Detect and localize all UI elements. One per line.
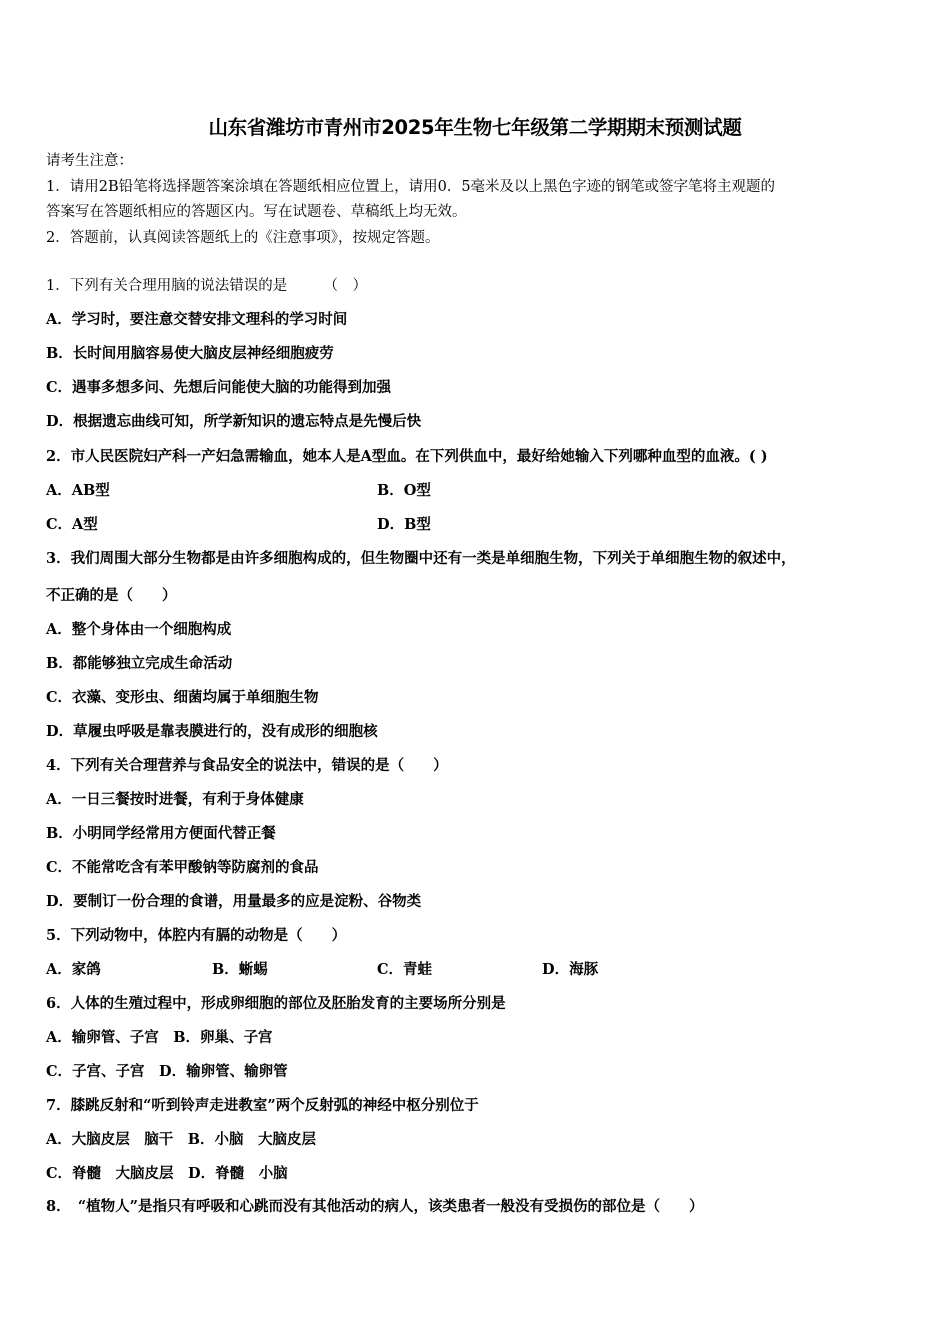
question-2-option-d: D．B型	[377, 516, 431, 533]
question-6-options-cd: C．子宫、子宫 D．输卵管、输卵管	[46, 1063, 288, 1080]
question-4-option-b: B．小明同学经常用方便面代替正餐	[46, 825, 276, 842]
question-6-options-ab: A．输卵管、子宫 B．卵巢、子宫	[46, 1029, 273, 1046]
question-3-option-d: D．草履虫呼吸是靠表膜进行的，没有成形的细胞核	[46, 723, 378, 740]
question-1-option-b: B．长时间用脑容易使大脑皮层神经细胞疲劳	[46, 345, 334, 362]
question-5-option-d: D．海豚	[542, 961, 599, 978]
question-3-option-a: A．整个身体由一个细胞构成	[46, 621, 232, 638]
question-4-stem: 4．下列有关合理营养与食品安全的说法中，错误的是（ ）	[46, 757, 448, 774]
question-8-stem: 8． “植物人”是指只有呼吸和心跳而没有其他活动的病人，该类患者一般没有受损伤的部位是（ ）	[46, 1198, 704, 1215]
question-3-option-b: B．都能够独立完成生命活动	[46, 655, 233, 672]
question-4-option-d: D．要制订一份合理的食谱，用量最多的应是淀粉、谷物类	[46, 893, 422, 910]
question-1-option-c: C．遇事多想多问、先想后问能使大脑的功能得到加强	[46, 379, 392, 396]
question-1-stem: 1．下列有关合理用脑的说法错误的是 （ ）	[46, 278, 367, 294]
question-7-stem: 7．膝跳反射和“听到铃声走进教室”两个反射弧的神经中枢分别位于	[46, 1097, 479, 1114]
question-2-stem: 2．市人民医院妇产科一产妇急需输血，她本人是A型血。在下列供血中，最好给她输入下列哪种血型的血液。( )	[46, 448, 768, 465]
notice-heading: 请考生注意：	[46, 153, 133, 169]
question-1-option-a: A．学习时，要注意交替安排文理科的学习时间	[46, 311, 348, 328]
question-5-option-a: A．家鸽	[46, 961, 101, 978]
question-5-stem: 5．下列动物中，体腔内有膈的动物是（ ）	[46, 927, 347, 944]
question-3-option-c: C．衣藻、变形虫、细菌均属于单细胞生物	[46, 689, 319, 706]
question-3-stem-line-1: 3．我们周围大部分生物都是由许多细胞构成的，但生物圈中还有一类是单细胞生物，下列关于单细胞生物的叙述中，	[46, 550, 796, 567]
notice-line-3: 2．答题前，认真阅读答题纸上的《注意事项》，按规定答题。	[46, 230, 440, 246]
question-7-options-ab: A．大脑皮层 脑干 B．小脑 大脑皮层	[46, 1131, 317, 1148]
question-5-option-b: B．蜥蜴	[212, 961, 268, 978]
question-2-option-b: B．O型	[377, 482, 431, 499]
page-title: 山东省潍坊市青州市2025年生物七年级第二学期期末预测试题	[208, 116, 742, 139]
question-2-option-c: C．A型	[46, 516, 98, 533]
question-7-options-cd: C．脊髓 大脑皮层 D．脊髓 小脑	[46, 1165, 288, 1182]
question-6-stem: 6．人体的生殖过程中，形成卵细胞的部位及胚胎发育的主要场所分别是	[46, 995, 506, 1012]
question-4-option-a: A．一日三餐按时进餐，有利于身体健康	[46, 791, 304, 808]
question-4-option-c: C．不能常吃含有苯甲酸钠等防腐剂的食品	[46, 859, 319, 876]
notice-line-2: 答案写在答题纸相应的答题区内。写在试题卷、草稿纸上均无效。	[46, 204, 467, 220]
notice-line-1: 1．请用2B铅笔将选择题答案涂填在答题纸相应位置上，请用0．5毫米及以上黑色字迹的钢笔或签字笔将主观题的	[46, 179, 776, 195]
question-1-option-d: D．根据遗忘曲线可知，所学新知识的遗忘特点是先慢后快	[46, 413, 422, 430]
question-2-option-a: A．AB型	[46, 482, 110, 499]
question-5-option-c: C．青蛙	[377, 961, 433, 978]
question-3-stem-line-2: 不正确的是（ ）	[46, 587, 177, 604]
